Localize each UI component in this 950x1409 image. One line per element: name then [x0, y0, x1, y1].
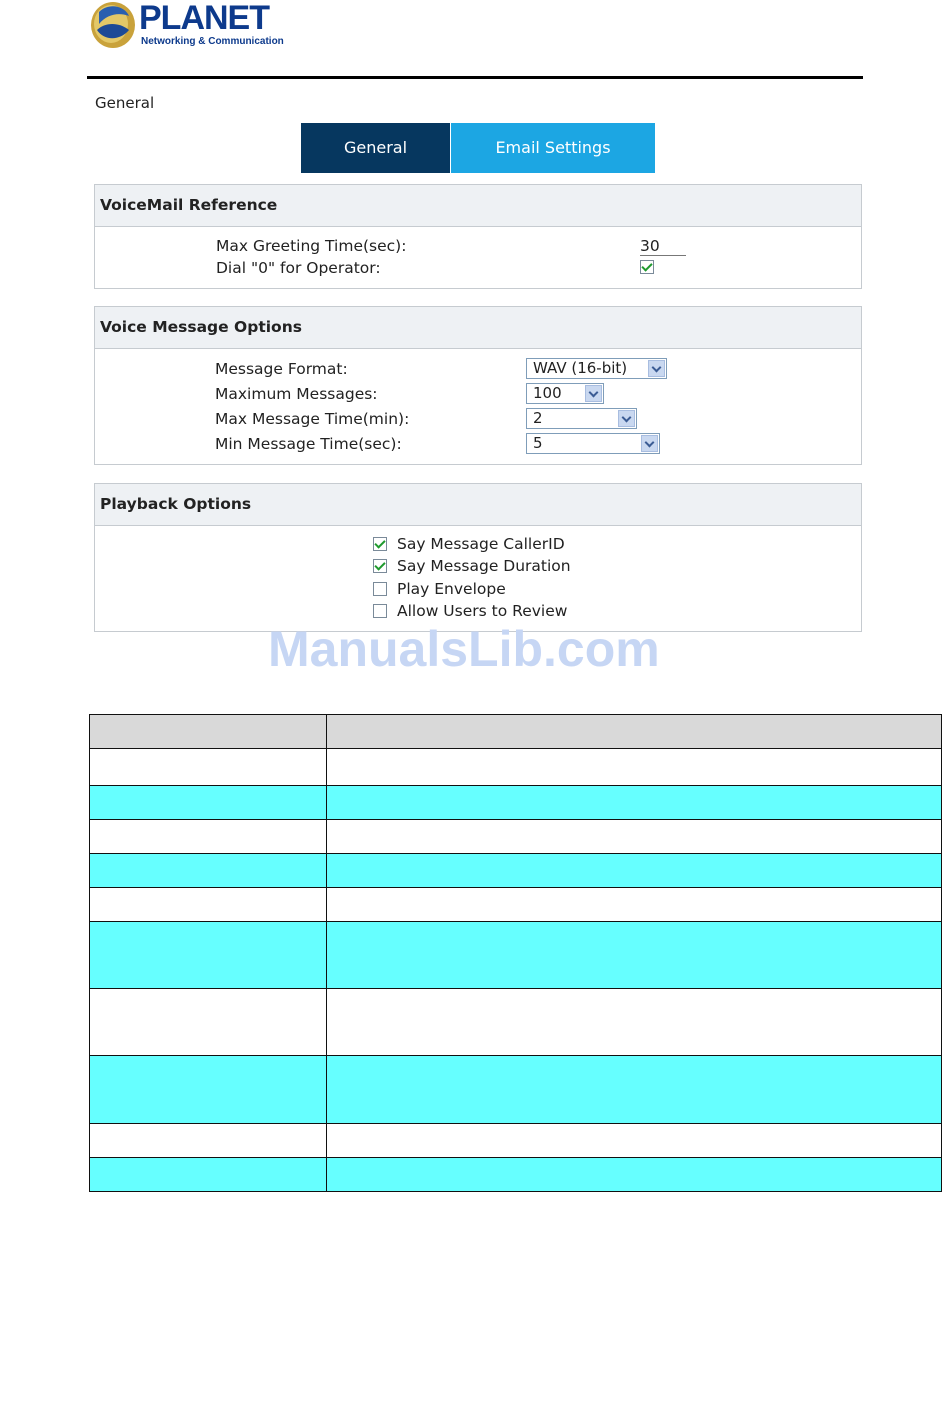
table-row [90, 749, 942, 786]
voice-message-options-panel [94, 306, 862, 465]
say-duration-label: Say Message Duration [397, 557, 571, 575]
chevron-down-icon[interactable] [585, 385, 602, 402]
table-cell [327, 1158, 942, 1192]
table-cell [327, 820, 942, 854]
max-greeting-input[interactable]: 30 [640, 237, 686, 256]
max-message-time-select[interactable] [526, 408, 637, 429]
table-row [90, 1158, 942, 1192]
tab-email-settings[interactable]: Email Settings [451, 123, 655, 173]
planet-globe-icon [89, 0, 137, 50]
max-greeting-label: Max Greeting Time(sec): [216, 237, 407, 255]
table-row [90, 922, 942, 989]
message-format-value: WAV (16-bit) [533, 359, 628, 377]
say-callerid-checkbox[interactable] [373, 537, 387, 551]
header-divider [87, 76, 863, 79]
table-cell [90, 1158, 327, 1192]
allow-review-checkbox[interactable] [373, 604, 387, 618]
table-cell [90, 989, 327, 1056]
max-messages-select[interactable] [526, 383, 604, 404]
table-cell [327, 749, 942, 786]
page-title: General [95, 94, 155, 112]
allow-review-label: Allow Users to Review [397, 602, 568, 620]
min-message-time-label: Min Message Time(sec): [215, 435, 402, 453]
voicemail-reference-title: VoiceMail Reference [95, 185, 861, 227]
table-cell [327, 922, 942, 989]
logo-tagline: Networking & Communication [141, 36, 284, 47]
table-cell [327, 854, 942, 888]
table-cell [90, 820, 327, 854]
table-cell [90, 1124, 327, 1158]
play-envelope-label: Play Envelope [397, 580, 506, 598]
table-cell [90, 786, 327, 820]
table-cell [90, 922, 327, 989]
playback-options-title: Playback Options [95, 484, 861, 526]
chevron-down-icon[interactable] [618, 410, 635, 427]
table-row [90, 1124, 942, 1158]
dial-zero-label: Dial "0" for Operator: [216, 259, 381, 277]
table-cell [327, 786, 942, 820]
play-envelope-checkbox[interactable] [373, 582, 387, 596]
table-cell [90, 749, 327, 786]
table-cell [327, 888, 942, 922]
say-duration-checkbox[interactable] [373, 559, 387, 573]
dial-zero-checkbox[interactable] [640, 260, 654, 274]
table-header-cell [90, 715, 327, 749]
say-callerid-label: Say Message CallerID [397, 535, 565, 553]
min-message-time-value: 5 [533, 434, 543, 452]
table-header-row [90, 715, 942, 749]
table-row [90, 888, 942, 922]
voicemail-reference-panel [94, 184, 862, 289]
chevron-down-icon[interactable] [648, 360, 665, 377]
max-messages-label: Maximum Messages: [215, 385, 378, 403]
table-row [90, 1056, 942, 1124]
logo-wordmark: PLANET [139, 0, 269, 37]
table-cell [90, 1056, 327, 1124]
table-row [90, 989, 942, 1056]
tab-general[interactable]: General [301, 123, 450, 173]
max-message-time-value: 2 [533, 409, 543, 427]
min-message-time-select[interactable] [526, 433, 660, 454]
watermark: ManualsLib.com [268, 621, 660, 677]
description-table [89, 714, 942, 1192]
table-cell [90, 854, 327, 888]
playback-options-panel [94, 483, 862, 632]
table-cell [327, 989, 942, 1056]
max-message-time-label: Max Message Time(min): [215, 410, 410, 428]
planet-logo [89, 0, 284, 50]
table-cell [327, 1056, 942, 1124]
table-row [90, 854, 942, 888]
chevron-down-icon[interactable] [641, 435, 658, 452]
table-cell [327, 1124, 942, 1158]
table-row [90, 786, 942, 820]
message-format-label: Message Format: [215, 360, 348, 378]
voice-message-options-title: Voice Message Options [95, 307, 861, 349]
max-messages-value: 100 [533, 384, 562, 402]
message-format-select[interactable] [526, 358, 667, 379]
table-cell [90, 888, 327, 922]
table-row [90, 820, 942, 854]
table-header-cell [327, 715, 942, 749]
